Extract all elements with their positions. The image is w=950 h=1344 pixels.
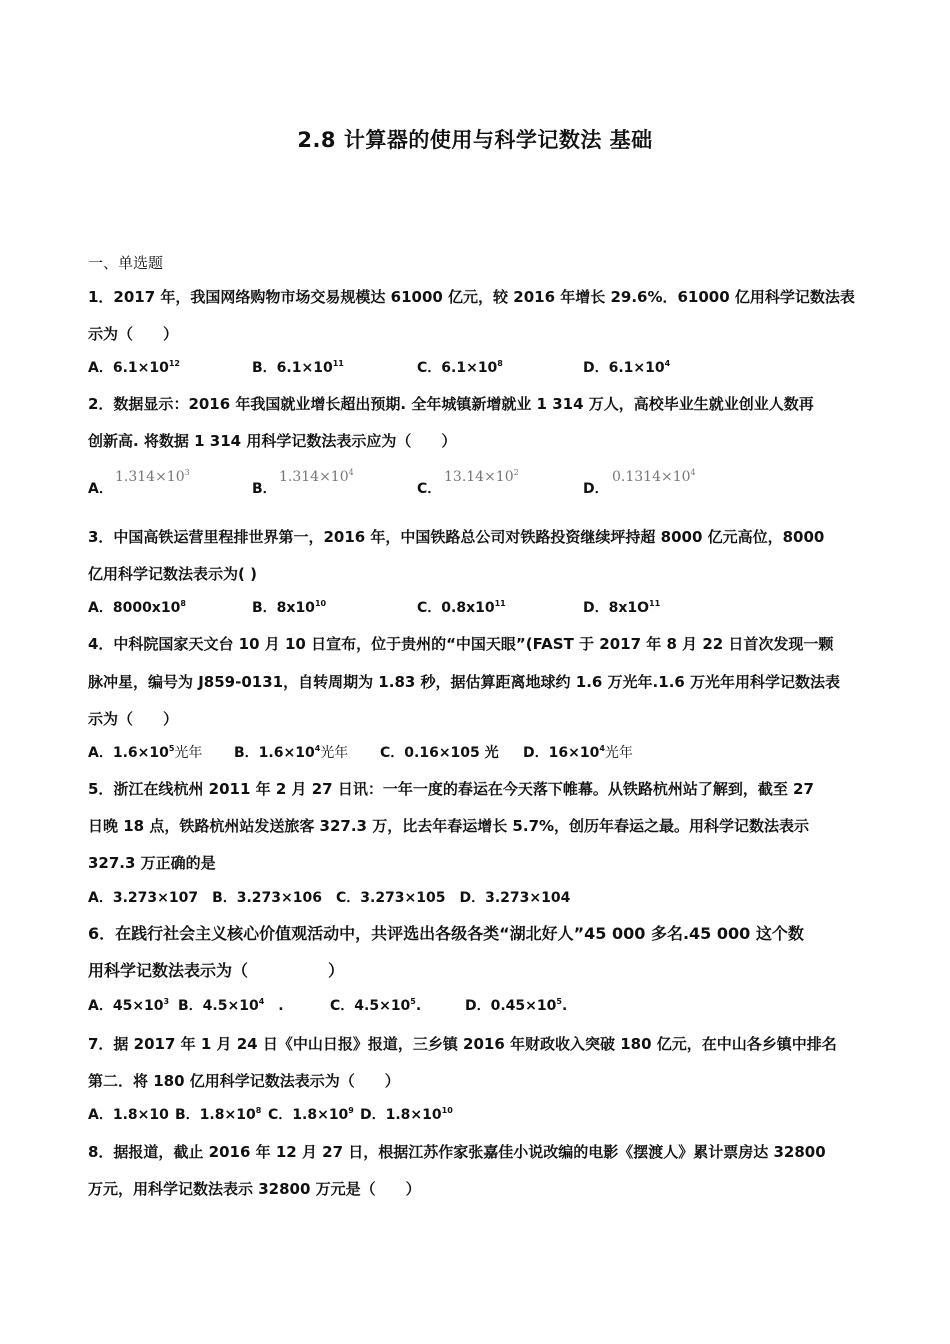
option-b: B．$8x10^{10}$ (252, 599, 327, 616)
question-4-line-3: 示为（ ） (88, 710, 179, 728)
question-2-line-1: 2．数据显示：2016 年我国就业增长超出预期. 全年城镇新增就业 1 314 万人，高校毕业生就业创业人数再 (88, 395, 814, 413)
question-2-line-2: 创新高. 将数据 1 314 用科学记数法表示应为（ ） (88, 432, 457, 450)
question-8-line-1: 8．据报道，截止 2016 年 12 月 27 日，根据江苏作家张嘉佳小说改编的电影《摆渡人》累计票房达 32800 (88, 1143, 826, 1161)
option-a-formula: $1.314\times 10^3$ (115, 468, 190, 485)
question-8-line-2: 万元，用科学记数法表示 32800 万元是（ ） (88, 1180, 421, 1198)
option-a: A．$1.6\times 10^5$光年 (88, 744, 203, 761)
question-5-line-2: 日晚 18 点，铁路杭州站发送旅客 327.3 万，比去年春运增长 5.7%，创历年春运之最。用科学记数法表示 (88, 817, 810, 835)
option-a: A．1.8×10 (88, 1107, 169, 1123)
option-d: D． (583, 481, 609, 497)
document-title: 2.8 计算器的使用与科学记数法 基础 (297, 128, 653, 152)
question-7-line-1: 7．据 2017 年 1 月 24 日《中山日报》报道，三乡镇 2016 年财政收入突破 180 亿元，在中山各乡镇中排名 (88, 1035, 837, 1053)
option-a: A．$45\times 10^3$ (88, 997, 170, 1014)
option-c-formula: $13.14\times 10^2$ (444, 468, 519, 485)
question-4-line-1: 4．中科院国家天文台 10 月 10 日宣布，位于贵州的“中国天眼”(FAST 于 2017 年 8 月 22 日首次发现一颗 (88, 635, 834, 653)
option-c: C．$6.1\times 10^8$ (417, 359, 503, 376)
question-3-line-2: 亿用科学记数法表示为( ) (88, 565, 257, 583)
option-d: D．$0.45\times 10^5$. (465, 997, 568, 1014)
option-b: B．$1.8\times 10^8$ (175, 1106, 262, 1123)
question-5-line-1: 5．浙江在线杭州 2011 年 2 月 27 日讯：一年一度的春运在今天落下帷幕。从铁路杭州站了解到，截至 27 (88, 780, 814, 798)
option-a: A．$6.1\times 10^{12}$ (88, 359, 180, 376)
question-5-line-3: 327.3 万正确的是 (88, 854, 216, 872)
option-b: B．$4.5\times 10^4$ . (178, 997, 284, 1014)
option-c: C．$0.8x10^{11}$ (417, 599, 506, 616)
option-d: D．$6.1\times 10^4$ (583, 359, 671, 376)
question-3-line-1: 3．中国高铁运营里程排世界第一，2016 年，中国铁路总公司对铁路投资继续坪持超 8000 亿元高位，8000 (88, 528, 825, 546)
question-6-line-2: 用科学记数法表示为（ ） (88, 961, 345, 980)
option-c: C． (417, 481, 442, 497)
option-a: A． (88, 481, 113, 497)
option-d: D．$8x1O^{11}$ (583, 599, 661, 616)
option-c: C．$1.8\times 10^9$ (268, 1106, 354, 1123)
section-heading: 一、单选题 (88, 254, 164, 272)
option-b-formula: $1.314\times 10^4$ (279, 468, 354, 485)
option-b: B． (252, 481, 277, 497)
option-d-formula: $0.1314\times 10^4$ (612, 468, 696, 485)
question-7-line-2: 第二．将 180 亿用科学记数法表示为（ ） (88, 1072, 400, 1090)
option-d: D．$16\times 10^4$光年 (523, 744, 633, 761)
option-d: D．$1.8\times 10^{10}$ (360, 1106, 453, 1123)
question-4-line-2: 脉冲星，编号为 J859-0131，自转周期为 1.83 秒，据估算距离地球约 1.6 万光年.1.6 万光年用科学记数法表 (88, 673, 841, 691)
question-6-line-1: 6．在践行社会主义核心价值观活动中，共评选出各级各类“湖北好人”45 000 多名.45 000 这个数 (88, 924, 804, 943)
question-1-line-1: 1．2017 年，我国网络购物市场交易规模达 61000 亿元，较 2016 年增长 29.6%．61000 亿用科学记数法表 (88, 288, 855, 306)
question-1-line-2: 示为（ ） (88, 325, 179, 343)
option-a: A．$8000x10^8$ (88, 599, 186, 616)
option-b: B．$1.6\times 10^4$光年 (234, 744, 349, 761)
question-5-options: A．3.273×107 B．3.273×106 C．3.273×105 D．3.273×104 (88, 890, 571, 906)
option-c: C．$4.5\times 10^5$. (330, 997, 422, 1014)
option-c: C．0.16×105 光 (380, 745, 499, 761)
option-b: B．$6.1\times 10^{11}$ (252, 359, 344, 376)
